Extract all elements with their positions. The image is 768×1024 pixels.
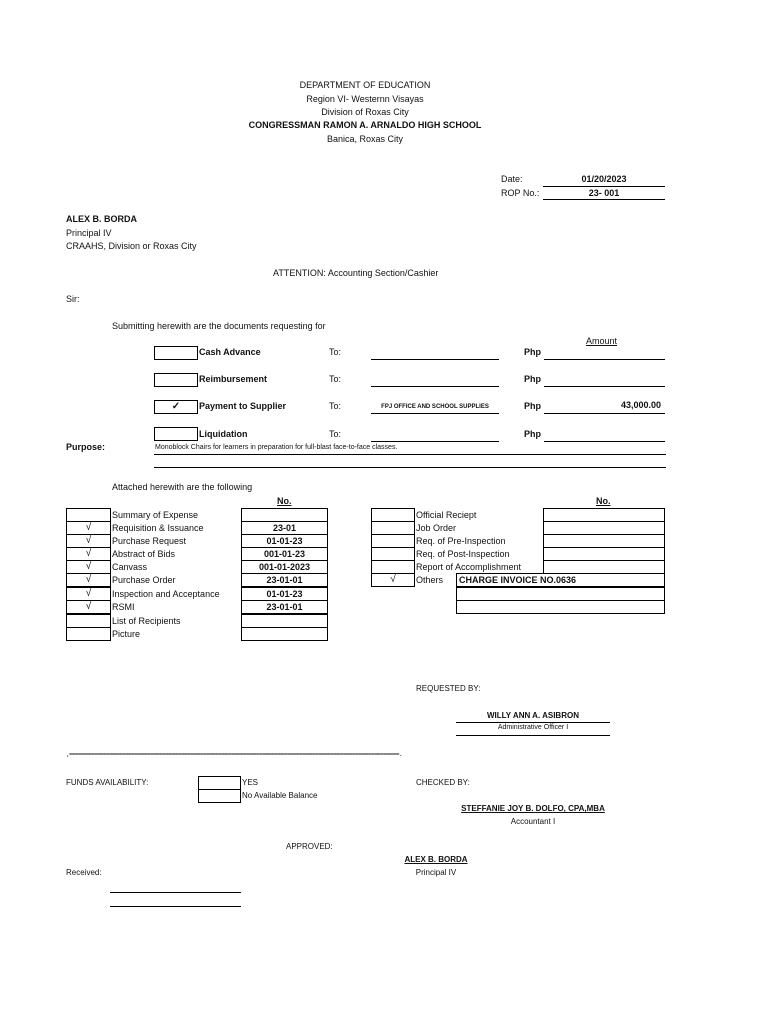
funds-no-checkbox[interactable] <box>198 789 241 803</box>
no-header-left: No. <box>277 496 292 506</box>
doc-label: Report of Accomplishment <box>416 562 522 572</box>
doc-number: 001-01-2023 <box>241 560 328 574</box>
attached-label: Attached herewith are the following <box>112 482 253 492</box>
funds-yes-checkbox[interactable] <box>198 776 241 790</box>
doc-label: Requisition & Issuance <box>112 523 204 533</box>
check-mark: √ <box>85 601 92 612</box>
doc-checkbox[interactable] <box>66 521 111 535</box>
requested-label: REQUESTED BY: <box>416 684 481 693</box>
doc-label: Official Reciept <box>416 510 477 520</box>
doc-label: Abstract of Bids <box>112 549 176 559</box>
doc-number <box>543 508 665 522</box>
addressee-position: Principal IV <box>66 228 112 238</box>
requested-underline-2 <box>456 735 610 736</box>
requested-underline <box>456 722 610 723</box>
amount-header: Amount <box>586 336 618 346</box>
purpose-underline <box>154 454 666 455</box>
doc-number: 23-01-01 <box>241 573 328 587</box>
checked-label: CHECKED BY: <box>416 778 470 787</box>
request-label: Payment to Supplier <box>199 401 287 411</box>
separator-line: ,==========================================================================================================. <box>66 751 403 758</box>
doc-checkbox[interactable] <box>371 508 415 522</box>
doc-checkbox[interactable] <box>66 587 111 601</box>
others-extra-cell <box>456 600 665 614</box>
doc-number: 01-01-23 <box>241 587 328 601</box>
to-underline <box>371 441 499 442</box>
funds-label: FUNDS AVAILABILITY: <box>66 778 149 787</box>
request-label: Liquidation <box>199 429 248 439</box>
received-signature-line <box>110 892 241 893</box>
doc-label: Picture <box>112 629 141 639</box>
intro-text: Submitting herewith are the documents requesting for <box>112 321 326 331</box>
check-mark: √ <box>390 574 396 585</box>
doc-number <box>241 614 328 628</box>
doc-label: List of Recipients <box>112 616 181 626</box>
doc-number <box>543 521 665 535</box>
check-mark: √ <box>85 548 92 559</box>
to-underline <box>371 359 499 360</box>
doc-checkbox[interactable] <box>66 627 111 641</box>
to-underline <box>371 413 499 414</box>
doc-checkbox[interactable] <box>66 547 111 561</box>
request-checkbox[interactable] <box>154 400 198 414</box>
request-checkbox[interactable] <box>154 373 198 387</box>
amount-underline <box>544 386 665 387</box>
salutation: Sir: <box>66 294 80 304</box>
to-value: FPJ OFFICE AND SCHOOL SUPPLIES <box>381 404 489 410</box>
request-checkbox[interactable] <box>154 346 198 360</box>
doc-checkbox[interactable] <box>371 521 415 535</box>
doc-label: Purchase Request <box>112 536 187 546</box>
doc-number <box>543 534 665 548</box>
check-mark: √ <box>85 535 92 546</box>
doc-checkbox[interactable] <box>371 560 415 574</box>
header-region: Region VI- Westernn Visayas <box>306 94 424 104</box>
doc-label: Canvass <box>112 562 148 572</box>
to-label: To: <box>329 401 342 411</box>
php-label: Php <box>524 401 541 411</box>
checked-name: STEFFANIE JOY B. DOLFO, CPA,MBA <box>461 804 605 813</box>
check-mark: √ <box>85 522 92 533</box>
funds-no-label: No Available Balance <box>242 791 318 800</box>
addressee-name: ALEX B. BORDA <box>66 214 138 224</box>
requested-name: WILLY ANN A. ASIBRON <box>486 711 579 720</box>
doc-label: Req. of Post-Inspection <box>416 549 510 559</box>
funds-yes-label: YES <box>242 778 259 787</box>
check-mark: √ <box>85 588 92 599</box>
check-mark: √ <box>85 574 92 585</box>
doc-number <box>241 508 328 522</box>
approved-label: APPROVED: <box>286 842 333 851</box>
to-label: To: <box>329 347 342 357</box>
purpose-label: Purpose: <box>66 442 106 452</box>
header-school: CONGRESSMAN RAMON A. ARNALDO HIGH SCHOOL <box>248 120 482 130</box>
doc-label: RSMI <box>112 602 135 612</box>
header-department: DEPARTMENT OF EDUCATION <box>299 80 431 90</box>
purpose-text: Monoblock Chairs for learners in preparation for full-blast face-to-face classes. <box>155 444 398 451</box>
amount-underline <box>544 359 665 360</box>
others-extra-cell <box>456 587 665 601</box>
doc-checkbox[interactable] <box>66 614 111 628</box>
doc-number: 23-01 <box>241 521 328 535</box>
received-label: Received: <box>66 868 102 877</box>
doc-number <box>543 560 665 574</box>
doc-label: Req. of Pre-Inspection <box>416 536 506 546</box>
php-label: Php <box>524 347 541 357</box>
doc-number: 01-01-23 <box>241 534 328 548</box>
doc-checkbox[interactable] <box>66 560 111 574</box>
received-date-line <box>110 906 241 907</box>
php-label: Php <box>524 429 541 439</box>
doc-checkbox[interactable] <box>66 573 111 587</box>
date-underline <box>543 186 665 187</box>
amount-underline <box>544 413 665 414</box>
doc-label: Others <box>416 575 444 585</box>
request-label: Reimbursement <box>199 374 268 384</box>
request-checkbox[interactable] <box>154 427 198 441</box>
purpose-underline-2 <box>154 467 666 468</box>
no-header-right: No. <box>596 496 611 506</box>
amount-value: 43,000.00 <box>620 400 661 410</box>
addressee-office: CRAAHS, Division or Roxas City <box>66 241 197 251</box>
doc-checkbox[interactable] <box>66 534 111 548</box>
requested-position: Administrative Officer I <box>497 724 569 731</box>
date-label: Date: <box>501 174 523 184</box>
to-label: To: <box>329 429 342 439</box>
approved-name: ALEX B. BORDA <box>404 855 468 864</box>
to-label: To: <box>329 374 342 384</box>
doc-checkbox[interactable] <box>371 573 415 587</box>
date-value: 01/20/2023 <box>581 174 627 184</box>
rop-label: ROP No.: <box>501 188 540 198</box>
doc-number: 001-01-23 <box>241 547 328 561</box>
doc-checkbox[interactable] <box>66 508 111 522</box>
doc-label: Summary of Expense <box>112 510 199 520</box>
amount-underline <box>544 441 665 442</box>
approved-position: Principal IV <box>415 868 457 877</box>
doc-number <box>241 627 328 641</box>
rop-underline <box>543 199 665 200</box>
doc-checkbox[interactable] <box>371 534 415 548</box>
request-label: Cash Advance <box>199 347 261 357</box>
header-address: Banica, Roxas City <box>326 134 404 144</box>
check-mark: √ <box>85 561 92 572</box>
doc-number: 23-01-01 <box>241 600 328 614</box>
doc-checkbox[interactable] <box>66 600 111 614</box>
doc-label: Inspection and Acceptance <box>112 589 220 599</box>
check-mark: ✓ <box>171 401 181 412</box>
doc-label: Job Order <box>416 523 457 533</box>
header-division: Division of Roxas City <box>321 107 409 117</box>
attention-line: ATTENTION: Accounting Section/Cashier <box>273 268 439 278</box>
php-label: Php <box>524 374 541 384</box>
checked-position: Accountant I <box>510 817 556 826</box>
doc-label: Purchase Order <box>112 575 176 585</box>
doc-number: CHARGE INVOICE NO.0636 <box>456 573 665 587</box>
doc-number <box>543 547 665 561</box>
doc-checkbox[interactable] <box>371 547 415 561</box>
to-underline <box>371 386 499 387</box>
rop-value: 23- 001 <box>588 188 620 198</box>
